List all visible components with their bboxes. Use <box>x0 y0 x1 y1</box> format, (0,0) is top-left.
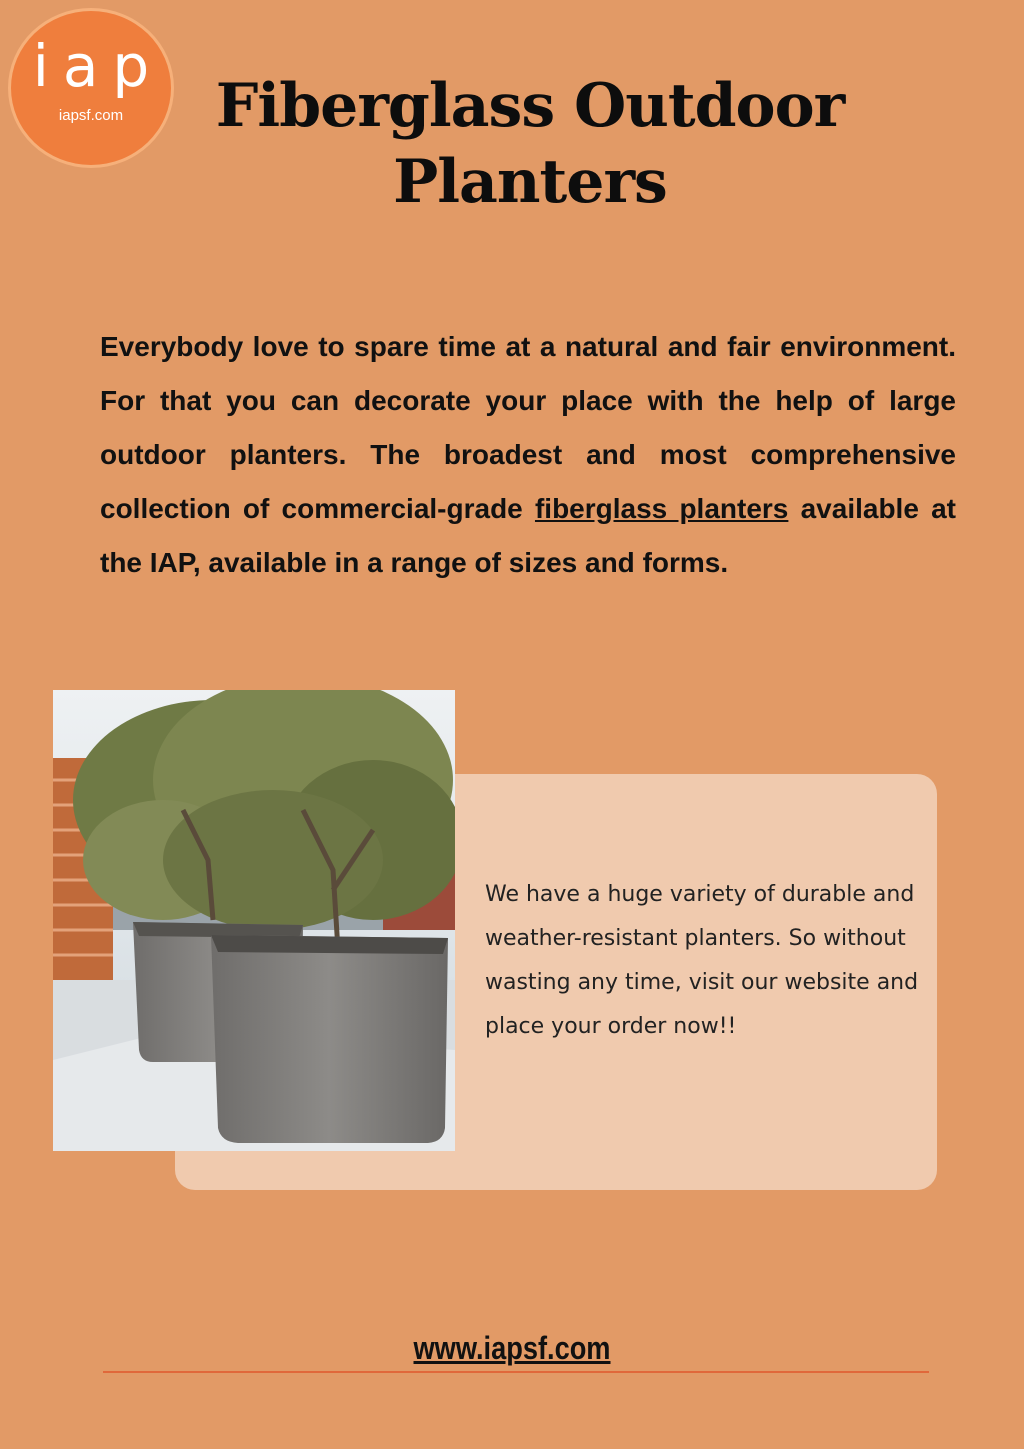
logo-mark: iap <box>32 32 164 100</box>
website-link[interactable]: www.iapsf.com <box>413 1330 611 1366</box>
iap-logo[interactable] <box>8 8 174 168</box>
card-text: We have a huge variety of durable and weather-resistant planters. So without wasting any time, visit our website and place your order now!! <box>485 882 919 1039</box>
intro-text-start: Everybody love to spare time at a natural and fair environment. For that you can decorate your place with the help of large outdoor planters. The broadest and most comprehensive collection of commercial-grade <box>100 331 956 524</box>
intro-paragraph <box>100 320 956 590</box>
footer-divider <box>103 1371 929 1373</box>
fiberglass-planters-link[interactable]: fiberglass planters <box>534 493 789 524</box>
planter-photo <box>53 690 455 1151</box>
logo-url: iapsf.com <box>58 107 124 124</box>
title-line-1: Fiberglass Outdoor <box>215 71 845 141</box>
page-title <box>190 68 870 220</box>
intro-text-end: available at the IAP, available in a range of sizes and forms. <box>100 493 957 578</box>
title-line-2: Planters <box>393 147 667 217</box>
